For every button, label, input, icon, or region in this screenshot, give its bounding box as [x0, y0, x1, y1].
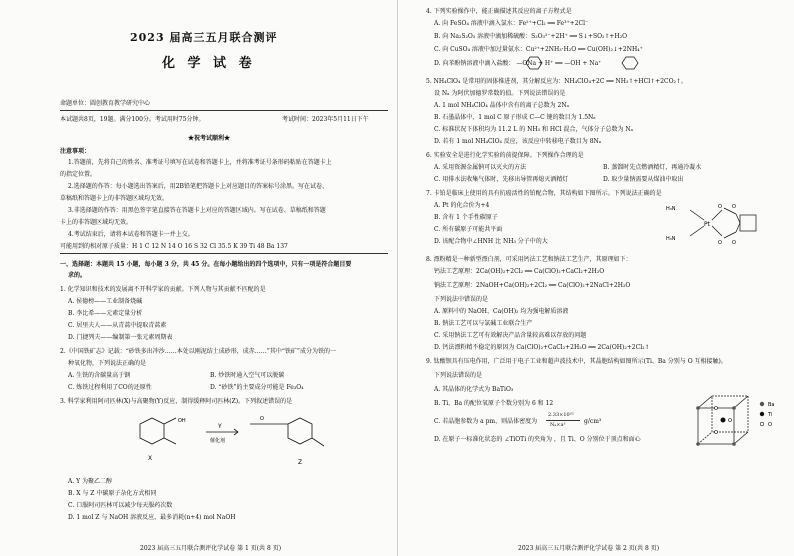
density-denominator: Nₐ×a³ [550, 422, 566, 428]
option: B. 含有 1 个手性碳原子 [434, 214, 498, 221]
option: A. Pt 的化合价为+4 [434, 202, 490, 209]
option: C. 用排水法收集气体时，先移出导管再熄灭酒精灯 [434, 176, 569, 183]
svg-text:O: O [718, 240, 722, 246]
question-text: 下列说法错误的是 [434, 372, 483, 379]
option: C. 标准状况下体积均为 11.2 L 的 NH₃ 和 HCl 混合，气体分子总数为 Nₐ [434, 126, 633, 133]
good-luck: ★祝考试顺利★ [188, 135, 231, 142]
exam-time: 考试时间：2023年5月11日下午 [282, 116, 369, 123]
exam-info: 本试题共8页，19题。满分100分。考试用时75分钟。 [60, 116, 205, 123]
label-h3n: H₃N [666, 206, 676, 212]
note-line: 卡上的非答题区域均无效。 [60, 219, 133, 226]
option: A. 生铁的含碳量高于钢 [68, 372, 131, 379]
label-pt: Pt [704, 221, 710, 228]
question-5: 5. NH₄ClO₄ 是常用的固体推进剂，其分解反应为：NH₄ClO₄+2C ══ NH₃↑+HCl↑+2CO₂↑。 [426, 78, 687, 85]
option: D. 取少量钠需要从煤油中取出 [603, 176, 684, 183]
rule [60, 253, 388, 254]
density-numerator: 2.33×10³² [548, 412, 574, 418]
author-line: 命题单位：圆创教育教学研究中心 [60, 100, 151, 107]
label-z: Z [298, 459, 303, 466]
svg-text:O: O [718, 204, 722, 210]
section-heading: 求的。 [68, 272, 87, 279]
option: C. 若晶胞参数为 a pm，则晶体密度为 [434, 418, 538, 425]
option: B. 向 Na₂S₂O₃ 溶液中滴加稀硫酸：S₂O₃²⁻+2H⁺ ══ S↓+SO₂↑+H₂O [434, 33, 628, 40]
atomic-masses: 可能用到的相对原子质量：H 1 C 12 N 14 O 16 S 32 Cl 35.5 K 39 Ti 48 Ba 137 [60, 243, 288, 250]
option: B. X 与 Z 中碳原子杂化方式相同 [68, 490, 157, 497]
question-text: 设 Nₐ 为阿伏加德罗常数的值。下列说法错误的是 [434, 90, 566, 97]
option: A. 原料中的 NaOH、Ca(OH)₂ 均为强电解质溶液 [434, 308, 569, 315]
equation: 钙法工艺原理：2Ca(OH)₂+2Cl₂ ══ Ca(ClO)₂+CaCl₂+2H₂O [434, 268, 605, 275]
option: C. 向 CuSO₄ 溶液中加过量氨水：Cu²⁺+2NH₃·H₂O ══ Cu(OH)₂↓+2NH₄⁺ [434, 46, 643, 53]
question-2: 2.《中国铁矿志》记载：“砂铁多出冲沙……本处以刚泥结土成砂形，成赤……”其中“铁矿”成分为铁的一 [60, 348, 336, 355]
fraction-bar [546, 420, 580, 421]
note-line: 3.非选择题的作答：用黑色签字笔直接答在答题卡上对应的答题区域内。写在试卷、草稿纸和答题 [68, 207, 326, 214]
option: A. 向 FeSO₄ 溶液中滴入氯水：Fe²⁺+Cl₂ ══ Fe³⁺+2Cl⁻ [434, 20, 589, 27]
exam-title: 2023 届高三五月联合测评 [130, 31, 278, 44]
question-8: 8. 漂粉精是一种新型漂白剂，可采用钙法工艺和钠法工艺生产，其原理如下： [426, 256, 632, 263]
note-line: 1.答题前，先将自己的姓名、准考证号填写在试卷和答题卡上，并将准考证号条形码粘贴在答题卡上 [68, 159, 332, 166]
option: D. 若有 1 mol NH₄ClO₄ 反应，该反应中转移电子数目为 8Nₐ [434, 138, 602, 145]
unit-cell [688, 390, 788, 460]
page-2 [397, 0, 794, 556]
question-3: 3. 科学家利用阿司匹林(X)与高聚物(Y)反应，制得缓释阿司匹林(Z)。下列叙述错误的是 [60, 398, 293, 405]
option: C. 居里夫人——从青蒿中提取青蒿素 [68, 322, 167, 329]
option: A. 1 mol NH₄ClO₄ 晶体中含有的离子总数为 2Nₐ [434, 102, 569, 109]
option: D. 1 mol Z 与 NaOH 溶液反应，最多消耗(n+4) mol NaOH [68, 514, 236, 521]
reaction-scheme [120, 410, 370, 472]
option: A. 采用资源金属钠可以灭火的方法 [434, 164, 527, 171]
equation: 钠法工艺原理：2NaOH+Ca(OH)₂+2Cl₂ ══ Ca(ClO)₂+2NaCl+2H₂O [434, 282, 631, 289]
svg-text:O: O [732, 240, 736, 246]
question-7: 7. 卡铂是临床上使用的具有抗癌活性的铂配合物，其结构如下图所示。下列说法正确的是 [426, 190, 662, 197]
question-text: 种氧化物，下列说法正确的是 [68, 360, 147, 367]
note-line: 4.考试结束后，请将本试卷和答题卡一并上交。 [68, 231, 194, 238]
carboplatin-structure [660, 196, 770, 252]
option: D. 在原子一标准化状态的 ∠TiOTi 的夹角为 ，且 Ti、O 分别位于顶点和面心 [434, 436, 641, 443]
option: D. 该配合物中∠HNH 比 NH₃ 分子中的大 [434, 238, 548, 245]
option: A. 侯德榜——工业制备烧碱 [68, 298, 143, 305]
benzene-rings [524, 55, 644, 71]
option: B. 李比希——元素定量分析 [68, 310, 143, 317]
option: D. 钙法漂粉精不稳定的原因为 Ca(ClO)₂+CaCl₂+2H₂O ══ 2Ca(OH)₂+2Cl₂↑ [434, 344, 650, 351]
question-1: 1. 化学知识和技术的发展离不开科学家的贡献。下列人物与其贡献不匹配的是 [60, 286, 266, 293]
rule [60, 110, 388, 111]
label-catalyst: 催化剂 [210, 438, 226, 444]
question-4: 4. 下列实验操作中，能正确描述其反应的离子方程式是 [426, 8, 572, 15]
option: C. 口服阿司匹林可以减少每天服药次数 [68, 502, 173, 509]
page-footer: 2023 届高三五月联合测评化学试卷 第 1 页(共 8 页) [140, 545, 282, 552]
option: A. Y 为聚乙二醇 [68, 478, 113, 485]
option: B. 蒸馏时先点燃酒精灯，再通冷凝水 [603, 164, 702, 171]
label-h3n: H₃N [666, 236, 676, 242]
label-y: Y [218, 423, 222, 430]
note-line: 的指定位置。 [60, 171, 97, 178]
option: D. 门捷列夫——编制第一张元素周期表 [68, 334, 173, 341]
density-unit: g/cm³ [584, 418, 602, 425]
legend-ba: Ba [768, 402, 775, 408]
question-9: 9. 钛酸钡具有压电作用，广泛用于电子工业和超声波技术中，其晶胞结构如图所示(Ti、Ba 分别与 O 互相接触)。 [426, 358, 727, 365]
page-footer: 2023 届高三五月联合测评化学试卷 第 2 页(共 8 页) [518, 545, 660, 552]
notes-title: 注意事项： [60, 148, 91, 155]
svg-text:OH: OH [178, 418, 186, 424]
option: B. 石墨晶体中，1 mol C 原子形成 C—C 键的数目为 1.5Nₐ [434, 114, 596, 121]
question-text: 下列说法中错误的是 [434, 296, 489, 303]
option: B. Ti、Ba 的配位氧原子个数分别为 6 和 12 [434, 400, 554, 407]
label-x: X [148, 455, 153, 462]
section-heading: 一、选择题：本题共 15 小题，每小题 3 分，共 45 分。在每小题给出的四个选项中，只有一项是符合题目要 [60, 261, 352, 268]
svg-text:O: O [732, 204, 736, 210]
note-line: 2.选择题的作答：每小题选出答案后，用2B铅笔把答题卡上对应题目的答案标号涂黑。写在试卷、 [68, 183, 328, 190]
note-line: 草稿纸和答题卡上的非答题区域均无效。 [60, 195, 169, 202]
svg-text:O: O [260, 416, 264, 422]
legend-ti: Ti [768, 412, 773, 418]
legend-o: O [768, 422, 772, 428]
option: C. 所有碳原子可能共平面 [434, 226, 503, 233]
option: B. 炒铁时通入空气可以脱碳 [210, 372, 285, 379]
exam-subject: 化 学 试 卷 [162, 56, 256, 71]
option: B. 钠法工艺可以与氯碱工业联合生产 [434, 320, 533, 327]
option: C. 炼铁过程利用了CO的还原性 [68, 384, 152, 391]
option: A. 其晶体的化学式为 BaTiO₃ [434, 386, 514, 393]
question-6: 6. 实验安全是进行化学实验的前提保障。下列操作合理的是 [426, 152, 584, 159]
option: D. “砂铁”的主要成分可能是 Fe₃O₄ [210, 384, 304, 391]
option: D. 向苯酚钠溶液中滴入盐酸： —ONa + H⁺ ══ —OH + Na⁺ [434, 60, 602, 67]
option: C. 采用钠法工艺可有效解决产品含量较高难以存放的问题 [434, 332, 587, 339]
